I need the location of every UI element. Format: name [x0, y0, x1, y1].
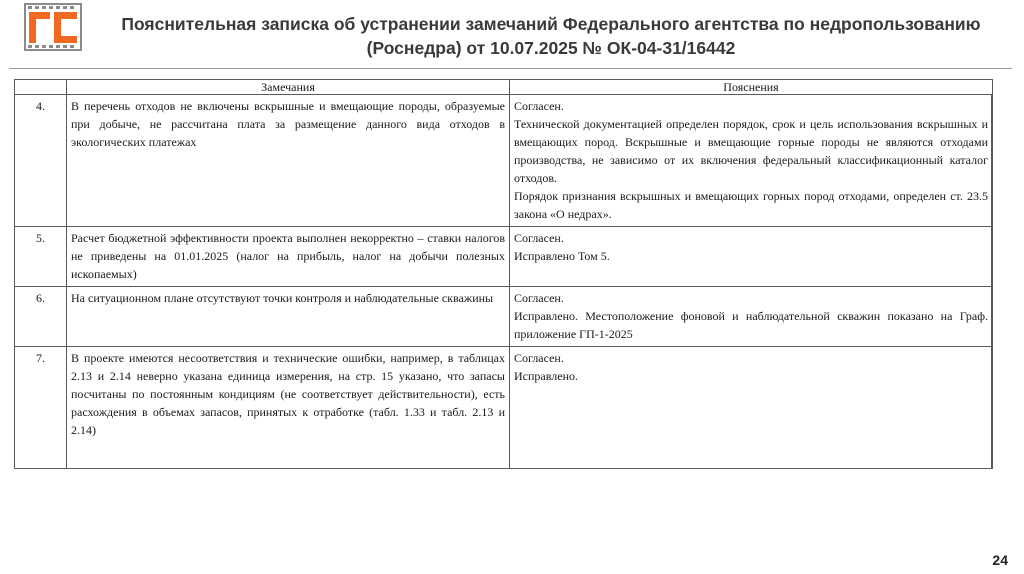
row-number: 4.: [15, 95, 67, 227]
table-row: [15, 95, 993, 227]
gs-logo-icon: [24, 3, 82, 51]
explanation-line: Исправлено Том 5.: [514, 249, 610, 263]
explanation-line: Исправлено. Местоположение фоновой и наблюдательной скважин показано на Граф. приложение ГП-1-2025: [514, 309, 988, 341]
header-explanations: Пояснения: [510, 80, 993, 95]
explanation-cell: [510, 95, 993, 227]
remark-text: В проекте имеются несоответствия и технические ошибки, например, в таблицах 2.13 и 2.14 неверно указана единица измерения, на стр. 15 указано, что запасы посчитаны по постоянным кондициям (не соответствует действительности), есть расхождения в объемах запасов, принятых к отработке (табл. 1.33 и табл. 2.13 и 2.14): [67, 347, 510, 469]
row-number: 7.: [15, 347, 67, 469]
header-number: [15, 80, 67, 95]
table-row: [15, 347, 993, 469]
remark-text: Расчет бюджетной эффективности проекта выполнен некорректно – ставки налогов не приведены на 01.01.2025 (налог на прибыль, налог на добычи полезных ископаемых): [67, 227, 510, 287]
explanation-line: Согласен.: [514, 231, 564, 245]
title-divider: [9, 68, 1012, 69]
slide-title: Пояснительная записка об устранении замечаний Федерального агентства по недропользованию (Роснедра) от 10.07.2025 № ОК-04-31/16442: [121, 14, 981, 58]
remark-text: На ситуационном плане отсутствуют точки контроля и наблюдательные скважины: [67, 287, 510, 347]
explanation-cell: [510, 227, 993, 287]
row-number: 6.: [15, 287, 67, 347]
table-row: [15, 227, 993, 287]
explanation-line: Согласен.: [514, 99, 564, 113]
explanation-cell: [510, 347, 993, 469]
page-number: 24: [992, 552, 1008, 568]
remarks-table: [14, 79, 993, 469]
explanation-line: Технической документацией определен порядок, срок и цель использования вскрышных и вмещающих пород. Вскрышные и вмещающие горные породы не являются отходами производства, не зависимо от их включения федеральный классификационный каталог отходов.: [514, 117, 988, 185]
explanation-line: Согласен.: [514, 291, 564, 305]
explanation-line: Исправлено.: [514, 369, 578, 383]
remark-text: В перечень отходов не включены вскрышные и вмещающие породы, образуемые при добыче, не рассчитана плата за размещение данного вида отходов в экологических платежах: [67, 95, 510, 227]
header-remarks: Замечания: [67, 80, 510, 95]
explanation-line: Порядок признания вскрышных и вмещающих горных пород отходами, определен ст. 23.5 закона «О недрах».: [514, 189, 988, 221]
row-number: 5.: [15, 227, 67, 287]
table-header-row: [15, 80, 993, 95]
explanation-cell: [510, 287, 993, 347]
table-row: [15, 287, 993, 347]
explanation-line: Согласен.: [514, 351, 564, 365]
